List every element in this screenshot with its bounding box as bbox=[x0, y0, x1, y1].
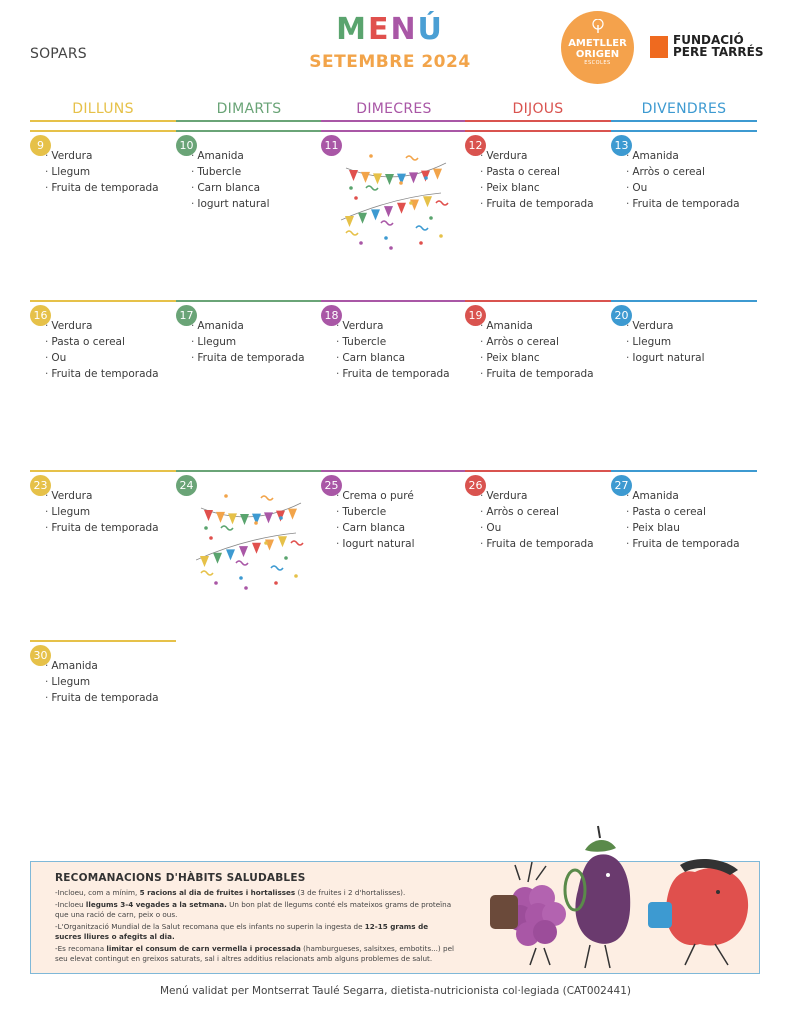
recommendation-item: -Incloeu llegums 3-4 vegades a la setmana. Un bon plat de llegums conté els mateixos grams de proteïna que una ració de carn, peix o ous. bbox=[55, 899, 452, 919]
month-title: SETEMBRE 2024 bbox=[309, 52, 471, 72]
menu-item: · Amanida bbox=[191, 318, 305, 334]
recommendation-item: -L'Organització Mundial de la Salut recomana que els infants no superin la ingesta de 12-15 grams de sucres lliures o afegits al dia. bbox=[55, 921, 429, 941]
cell-divider bbox=[176, 470, 322, 472]
fruit-characters-illustration bbox=[480, 820, 760, 980]
day-number-badge: 10 bbox=[176, 135, 197, 156]
holiday-garland-icon bbox=[341, 148, 451, 258]
menu-item: · Tubercle bbox=[191, 164, 270, 180]
day-header-dimarts: DIMARTS bbox=[216, 101, 282, 117]
menu-item: · Iogurt natural bbox=[191, 196, 270, 212]
menu-items-list bbox=[480, 318, 594, 382]
menu-item: · Llegum bbox=[45, 504, 159, 520]
day-cell bbox=[321, 470, 467, 630]
menu-item: · Verdura bbox=[45, 148, 159, 164]
day-number-badge: 20 bbox=[611, 305, 632, 326]
menu-item: · Fruita de temporada bbox=[480, 196, 594, 212]
menu-item: · Iogurt natural bbox=[626, 350, 705, 366]
menu-item: · Amanida bbox=[191, 148, 270, 164]
menu-item: · Arròs o cereal bbox=[626, 164, 740, 180]
day-cell bbox=[30, 470, 176, 630]
menu-items-list bbox=[336, 488, 415, 552]
menu-item: · Carn blanca bbox=[336, 520, 415, 536]
day-number-badge: 24 bbox=[176, 475, 197, 496]
menu-items-list bbox=[191, 318, 305, 366]
day-cell bbox=[611, 470, 757, 630]
menu-item: · Tubercle bbox=[336, 334, 450, 350]
menu-item: · Verdura bbox=[336, 318, 450, 334]
menu-title-letter: M bbox=[336, 12, 368, 47]
day-number-badge: 19 bbox=[465, 305, 486, 326]
day-number-badge: 13 bbox=[611, 135, 632, 156]
day-number-badge: 11 bbox=[321, 135, 342, 156]
menu-item: · Carn blanca bbox=[191, 180, 270, 196]
day-cell bbox=[465, 300, 611, 460]
menu-items-list bbox=[45, 658, 159, 706]
menu-item: · Carn blanca bbox=[336, 350, 450, 366]
day-cell bbox=[176, 300, 322, 460]
cell-divider bbox=[611, 300, 757, 302]
cell-divider bbox=[30, 470, 176, 472]
menu-items-list bbox=[336, 318, 450, 382]
menu-item: · Fruita de temporada bbox=[626, 196, 740, 212]
cell-divider bbox=[465, 300, 611, 302]
menu-item: · Verdura bbox=[45, 318, 159, 334]
menu-item: · Verdura bbox=[480, 488, 594, 504]
menu-item: · Verdura bbox=[626, 318, 705, 334]
day-cell bbox=[321, 130, 467, 290]
menu-item: · Ou bbox=[480, 520, 594, 536]
day-header-underline bbox=[321, 120, 467, 122]
day-number-badge: 9 bbox=[30, 135, 51, 156]
menu-title-letter: E bbox=[367, 12, 391, 47]
menu-title-letter: Ú bbox=[417, 12, 444, 47]
tree-icon bbox=[561, 19, 634, 36]
day-header-underline bbox=[30, 120, 176, 122]
menu-item: · Fruita de temporada bbox=[480, 366, 594, 382]
menu-item: · Llegum bbox=[45, 674, 159, 690]
day-header-dijous: DIJOUS bbox=[512, 101, 564, 117]
day-number-badge: 25 bbox=[321, 475, 342, 496]
cell-divider bbox=[321, 470, 467, 472]
cell-divider bbox=[176, 130, 322, 132]
menu-item: · Fruita de temporada bbox=[480, 536, 594, 552]
day-number-badge: 18 bbox=[321, 305, 342, 326]
menu-item: · Llegum bbox=[45, 164, 159, 180]
day-header-dimecres: DIMECRES bbox=[356, 101, 432, 117]
footer-validation: Menú validat per Montserrat Taulé Segarra, dietista-nutricionista col·legiada (CAT002441) bbox=[159, 985, 632, 997]
menu-item: · Peix blanc bbox=[480, 350, 594, 366]
menu-item: · Fruita de temporada bbox=[336, 366, 450, 382]
grapes-character bbox=[490, 862, 566, 965]
cell-divider bbox=[30, 300, 176, 302]
menu-item: · Ou bbox=[45, 350, 159, 366]
holiday-garland-icon bbox=[196, 488, 306, 598]
day-header-underline bbox=[176, 120, 322, 122]
recommendations-list bbox=[55, 888, 455, 966]
menu-item: · Peix blau bbox=[626, 520, 740, 536]
menu-item: · Tubercle bbox=[336, 504, 415, 520]
menu-item: · Iogurt natural bbox=[336, 536, 415, 552]
day-header-divendres: DIVENDRES bbox=[641, 101, 727, 117]
menu-title-letter: N bbox=[390, 12, 418, 47]
day-header-underline bbox=[465, 120, 611, 122]
section-label: SOPARS bbox=[30, 46, 87, 62]
day-number-badge: 17 bbox=[176, 305, 197, 326]
day-number-badge: 26 bbox=[465, 475, 486, 496]
menu-item: · Arròs o cereal bbox=[480, 334, 594, 350]
menu-item: · Ou bbox=[626, 180, 740, 196]
menu-item: · Fruita de temporada bbox=[191, 350, 305, 366]
menu-item: · Amanida bbox=[480, 318, 594, 334]
recommendation-item: -Incloeu, com a mínim, 5 racions al dia de fruites i hortalisses (3 de fruites i 2 d'hortalisses). bbox=[55, 888, 406, 897]
menu-items-list bbox=[45, 488, 159, 536]
menu-items-list bbox=[45, 318, 159, 382]
cell-divider bbox=[321, 300, 467, 302]
day-number-badge: 16 bbox=[30, 305, 51, 326]
menu-item: · Arròs o cereal bbox=[480, 504, 594, 520]
day-number-badge: 30 bbox=[30, 645, 51, 666]
apple-character bbox=[648, 859, 748, 965]
menu-item: · Amanida bbox=[626, 488, 740, 504]
menu-item: · Llegum bbox=[191, 334, 305, 350]
logo-square-icon bbox=[650, 36, 668, 58]
menu-items-list bbox=[626, 318, 705, 366]
day-cell bbox=[465, 130, 611, 290]
recommendation-item: -Es recomana limitar el consum de carn vermella i processada (hamburgueses, salsitxes, embotits...) pel seu elevat contingut en greixos saturats, sal i altres additius relacionats amb alguns problemes de salut. bbox=[55, 943, 455, 963]
menu-item: · Fruita de temporada bbox=[45, 366, 159, 382]
menu-item: · Amanida bbox=[626, 148, 740, 164]
cell-divider bbox=[176, 300, 322, 302]
recommendations-title: RECOMANACIONS D'HÀBITS SALUDABLES bbox=[55, 872, 306, 884]
menu-item: · Llegum bbox=[626, 334, 705, 350]
day-cell bbox=[176, 130, 322, 290]
day-header-underline bbox=[611, 120, 757, 122]
menu-items-list bbox=[191, 148, 270, 212]
menu-items-list bbox=[45, 148, 159, 196]
menu-item: · Verdura bbox=[45, 488, 159, 504]
day-number-badge: 12 bbox=[465, 135, 486, 156]
day-cell bbox=[176, 470, 322, 630]
eggplant-character bbox=[565, 826, 630, 968]
day-cell bbox=[30, 640, 176, 800]
day-cell bbox=[30, 300, 176, 460]
day-cell bbox=[465, 470, 611, 630]
day-cell bbox=[30, 130, 176, 290]
ametller-origen-logo: AMETLLER ORIGEN ESCOLES bbox=[561, 11, 634, 84]
menu-items-list bbox=[480, 488, 594, 552]
cell-divider bbox=[465, 130, 611, 132]
menu-item: · Pasta o cereal bbox=[45, 334, 159, 350]
cell-divider bbox=[611, 470, 757, 472]
cell-divider bbox=[30, 640, 176, 642]
menu-items-list bbox=[480, 148, 594, 212]
menu-items-list bbox=[626, 488, 740, 552]
menu-title bbox=[330, 12, 450, 47]
menu-item: · Crema o puré bbox=[336, 488, 415, 504]
day-cell bbox=[611, 130, 757, 290]
menu-item: · Pasta o cereal bbox=[480, 164, 594, 180]
cell-divider bbox=[465, 470, 611, 472]
menu-items-list bbox=[626, 148, 740, 212]
day-cell bbox=[321, 300, 467, 460]
menu-item: · Fruita de temporada bbox=[45, 690, 159, 706]
day-header-dilluns: DILLUNS bbox=[72, 101, 134, 117]
day-cell bbox=[611, 300, 757, 460]
menu-item: · Fruita de temporada bbox=[626, 536, 740, 552]
menu-item: · Verdura bbox=[480, 148, 594, 164]
menu-item: · Fruita de temporada bbox=[45, 180, 159, 196]
menu-item: · Pasta o cereal bbox=[626, 504, 740, 520]
cell-divider bbox=[611, 130, 757, 132]
menu-item: · Fruita de temporada bbox=[45, 520, 159, 536]
day-number-badge: 27 bbox=[611, 475, 632, 496]
cell-divider bbox=[321, 130, 467, 132]
menu-item: · Peix blanc bbox=[480, 180, 594, 196]
day-number-badge: 23 bbox=[30, 475, 51, 496]
cell-divider bbox=[30, 130, 176, 132]
menu-item: · Amanida bbox=[45, 658, 159, 674]
